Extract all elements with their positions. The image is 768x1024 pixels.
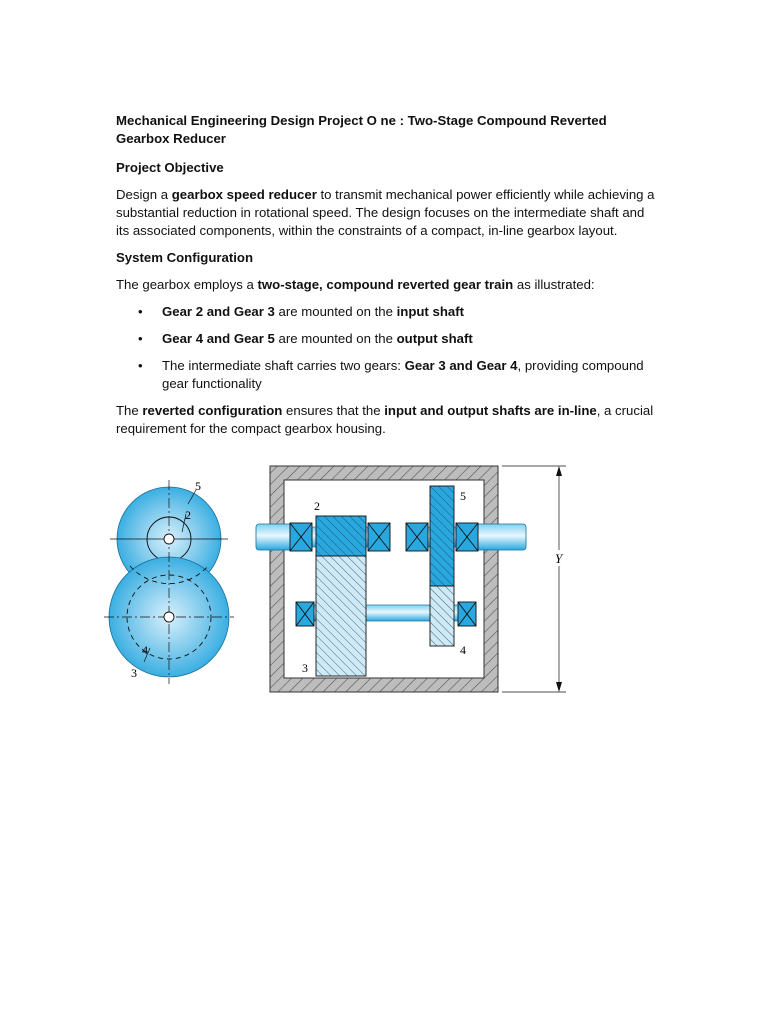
section-label-3: 3 — [302, 661, 308, 675]
list-item — [116, 303, 656, 321]
dimension-arrow — [556, 466, 562, 476]
bullet-bold-1: Gear 4 and Gear 5 — [162, 331, 275, 346]
bullet-bold-2: output shaft — [396, 331, 473, 346]
bullet-bold-2: input shaft — [396, 304, 464, 319]
end-label-2: 2 — [185, 508, 191, 522]
objective-text-2: to transmit mechanical power efficiently while achieving a substantial reduction in rotational speed. The design focuses on the intermediate shaft and its associated components, within the constraints of a compact, in-line gearbox layout. — [116, 187, 655, 238]
bearing — [456, 523, 478, 551]
reverted-text-2: ensures that the — [282, 403, 385, 418]
config-text-1: The gearbox employs a — [116, 277, 258, 292]
shaft-center-mark — [164, 612, 174, 622]
objective-text-1: Design a — [116, 187, 172, 202]
config-intro — [116, 276, 656, 294]
config-bold-1: two-stage, compound reverted gear train — [257, 277, 514, 292]
reverted-text-3: , a crucial requirement for the compact gearbox housing. — [116, 403, 654, 436]
objective-bold-1: gearbox speed reducer — [171, 187, 317, 202]
bullet-glyph: • — [138, 358, 143, 373]
bullet-text-1: The intermediate shaft carries two gears: — [162, 358, 405, 373]
config-heading: System Configuration — [116, 250, 254, 265]
document-body — [116, 112, 656, 447]
dimension-label-y: Y — [555, 551, 563, 566]
objective-paragraph — [116, 186, 656, 240]
bearing — [406, 523, 428, 551]
section-label-4: 4 — [460, 643, 466, 657]
config-list — [116, 303, 656, 393]
list-item — [116, 330, 656, 348]
gear-5-section — [430, 486, 454, 586]
end-label-3: 3 — [131, 666, 137, 680]
section-label-5: 5 — [460, 489, 466, 503]
bearing — [296, 602, 314, 626]
bearing — [458, 602, 476, 626]
section-view — [256, 466, 566, 692]
config-text-2: as illustrated: — [513, 277, 595, 292]
reverted-bold-2: input and output shafts are in-line — [384, 403, 597, 418]
reverted-paragraph — [116, 402, 656, 438]
bullet-bold-1: Gear 2 and Gear 3 — [162, 304, 275, 319]
end-label-4: 4 — [142, 643, 148, 657]
bullet-glyph: • — [138, 304, 143, 319]
bearing — [368, 523, 390, 551]
list-item — [116, 357, 656, 393]
shaft-center-mark — [164, 534, 174, 544]
reverted-text-1: The — [116, 403, 143, 418]
document-title: Mechanical Engineering Design Project O ne : Two-Stage Compound Reverted Gearbox Reducer — [116, 113, 607, 146]
bearing — [290, 523, 312, 551]
bullet-text-1: are mounted on the — [274, 331, 397, 346]
gear-3-section — [316, 556, 366, 676]
bullet-bold-2: Gear 3 and Gear 4 — [404, 358, 518, 373]
end-label-5: 5 — [195, 479, 201, 493]
gear-2-section — [316, 516, 366, 556]
bullet-text-2: , providing compound gear functionality — [162, 358, 644, 391]
gearbox-diagram — [100, 462, 580, 700]
bullet-text-1: are mounted on the — [274, 304, 397, 319]
section-label-2: 2 — [314, 499, 320, 513]
objective-heading: Project Objective — [116, 160, 224, 175]
dimension-arrow — [556, 682, 562, 692]
gearbox-figure — [100, 462, 580, 700]
end-view — [104, 479, 234, 684]
bullet-glyph: • — [138, 331, 143, 346]
reverted-bold-1: reverted configuration — [142, 403, 283, 418]
gear-4-section — [430, 586, 454, 646]
